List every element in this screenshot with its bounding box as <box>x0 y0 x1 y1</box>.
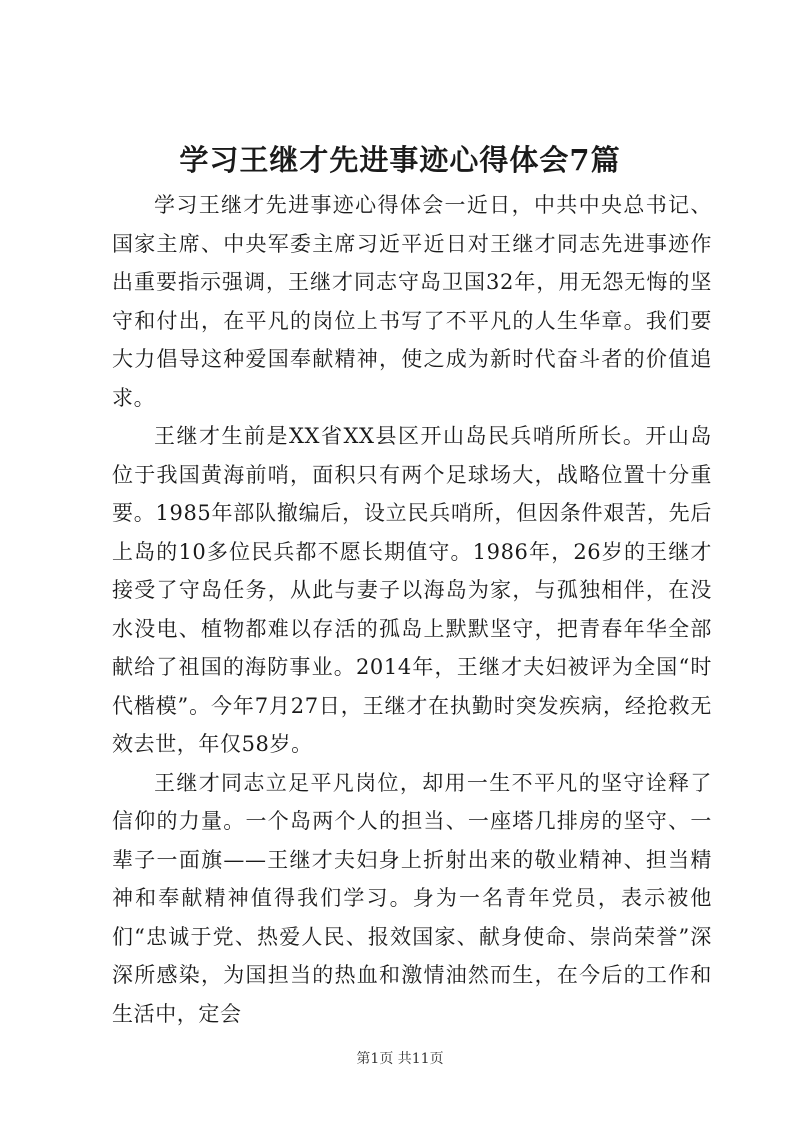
paragraph-2: 王继才生前是XX省XX县区开山岛民兵哨所所长。开山岛位于我国黄海前哨，面积只有两个足球场大，战略位置十分重要。1985年部队撤编后，设立民兵哨所，但因条件艰苦，先后上岛的10多位民兵都不愿长期值守。1986年，26岁的王继才接受了守岛任务，从此与妻子以海岛为家，与孤独相伴，在没水没电、植物都难以存活的孤岛上默默坚守，把青春年华全部献给了祖国的海防事业。2014年，王继才夫妇被评为全国“时代楷模”。今年7月27日，王继才在执勤时突发疾病，经抢救无效去世，年仅58岁。 <box>112 424 712 756</box>
document-body <box>112 186 712 1033</box>
page-footer: 第1页 共11页 <box>356 1051 444 1067</box>
paragraph-1: 学习王继才先进事迹心得体会一近日，中共中央总书记、国家主席、中央军委主席习近平近日对王继才同志先进事迹作出重要指示强调，王继才同志守岛卫国32年，用无怨无悔的坚守和付出，在平凡的岗位上书写了不平凡的人生华章。我们要大力倡导这种爱国奉献精神，使之成为新时代奋斗者的价值追求。 <box>112 193 712 410</box>
paragraph-3: 王继才同志立足平凡岗位，却用一生不平凡的坚守诠释了信仰的力量。一个岛两个人的担当、一座塔几排房的坚守、一辈子一面旗——王继才夫妇身上折射出来的敬业精神、担当精神和奉献精神值得我们学习。身为一名青年党员，表示被他们“忠诚于党、热爱人民、报效国家、献身使命、崇尚荣誉”深深所感染，为国担当的热血和激情油然而生，在今后的工作和生活中，定会 <box>112 770 712 1026</box>
document-title: 学习王继才先进事迹心得体会7篇 <box>179 143 621 177</box>
